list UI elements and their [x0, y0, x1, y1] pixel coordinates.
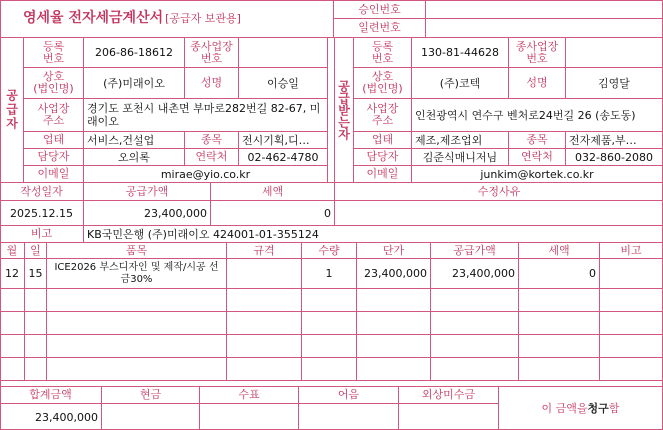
supplier-phone-label: 연락처: [195, 150, 228, 163]
item-price: 23,400,000: [364, 267, 427, 280]
supplier-ceo-value: 이승일: [267, 76, 299, 90]
title-sub: [공급자 보관용]: [165, 11, 241, 25]
credit-value: [399, 404, 498, 430]
supplier-ceo-label: 성명: [200, 76, 223, 89]
supplier-reg-label: 등록 번호: [42, 39, 65, 65]
item-day: 15: [28, 267, 43, 280]
reason-value: [335, 201, 662, 225]
receiver-biz-value: 제조,제조업외: [415, 133, 483, 147]
receiver-name-value: (주)코텍: [439, 76, 481, 90]
bill-label: 어음: [337, 388, 360, 401]
claim-statement: [499, 387, 662, 430]
receiver-biz-label: 업태: [371, 133, 394, 146]
receiver-branch-value: [566, 38, 662, 67]
supplier-manager-label: 담당자: [37, 150, 70, 163]
item-month: 12: [5, 267, 19, 280]
serial-label: 일련번호: [358, 20, 401, 34]
receiver-name-label: 상호 (법인명): [362, 70, 403, 95]
receiver-ceo-value: 김영달: [598, 76, 630, 90]
claim-suffix: 함: [608, 402, 620, 415]
item-supply: 23,400,000: [452, 267, 515, 280]
note-label: 비고: [30, 227, 53, 240]
receiver-reg-value: 130-81-44628: [421, 46, 499, 59]
invoice-title: [20, 5, 340, 31]
supplier-addr-label: 사업장 주소: [37, 102, 70, 127]
receiver-item-value: 전자제품,부…: [569, 133, 637, 147]
date-label: 작성일자: [20, 184, 63, 198]
receiver-item-label: 종목: [526, 133, 548, 146]
supplier-manager-value: 오의록: [118, 150, 150, 164]
tax-value: 0: [324, 206, 331, 220]
supplier-branch-label: 종사업장 번호: [190, 39, 233, 65]
receiver-branch-label: 종사업장 번호: [515, 39, 559, 65]
total-value: 23,400,000: [35, 410, 98, 424]
approval-label: 승인번호: [358, 2, 401, 16]
receiver-addr-value: 인천광역시 연수구 벤처로24번길 26 (송도동): [415, 108, 636, 122]
supplier-phone-value: 02-462-4780: [247, 150, 319, 164]
receiver-phone-label: 연락처: [521, 150, 553, 163]
supplier-branch-value: [239, 38, 327, 67]
approval-value: [426, 1, 662, 18]
col-tax: 세액: [548, 243, 570, 257]
col-price: 단가: [382, 243, 405, 257]
check-label: 수표: [238, 388, 260, 401]
supplier-reg-value: 206-86-18612: [95, 46, 173, 59]
col-spec: 규격: [253, 243, 275, 257]
receiver-email-value: junkim@kortek.co.kr: [480, 167, 594, 181]
item-name: ICE2026 부스디자인 및 제작/시공 선금30%: [54, 261, 219, 285]
col-note: 비고: [620, 243, 642, 257]
note-value: KB국민은행 (주)미래이오 424001-01-355124: [87, 227, 319, 241]
supplier-item-value: 전시기획,디…: [242, 133, 310, 147]
item-spec: [227, 259, 301, 288]
col-month: 월: [6, 243, 18, 257]
receiver-phone-value: 032-860-2080: [575, 150, 653, 164]
item-note: [600, 259, 662, 288]
supplier-addr-value: 경기도 포천시 내촌면 부마로282번길 82-67, 미래이오: [87, 102, 321, 128]
receiver-side-label: 공급받는자: [336, 80, 351, 140]
claim-word: 청구: [587, 402, 609, 415]
supply-value: 23,400,000: [144, 206, 207, 220]
col-supply: 공급가액: [453, 243, 496, 257]
reason-label: 수정사유: [477, 184, 521, 198]
tax-label: 세액: [261, 184, 284, 198]
date-value: 2025.12.15: [10, 206, 73, 220]
bill-value: [299, 404, 398, 430]
col-qty: 수량: [318, 243, 340, 257]
supplier-side-label: 공급자: [4, 89, 19, 131]
title-main: 영세율 전자세금계산서: [23, 9, 164, 26]
credit-label: 외상미수금: [421, 388, 476, 401]
claim-prefix: 이 금액을: [541, 402, 588, 415]
cash-label: 현금: [139, 388, 162, 401]
supply-label: 공급가액: [125, 184, 169, 198]
serial-value: [426, 19, 662, 36]
total-label: 합계금액: [29, 388, 72, 401]
item-tax: 0: [589, 267, 596, 280]
receiver-addr-label: 사업장 주소: [366, 102, 399, 127]
col-item: 품목: [125, 243, 148, 257]
supplier-item-label: 종목: [200, 133, 223, 146]
cash-value: [102, 404, 199, 430]
supplier-name-value: (주)미래이오: [103, 76, 165, 90]
receiver-ceo-label: 성명: [526, 76, 548, 89]
supplier-name-label: 상호 (법인명): [33, 70, 74, 95]
receiver-manager-label: 담당자: [366, 150, 399, 163]
supplier-biz-value: 서비스,건설업: [87, 133, 155, 147]
receiver-manager-value: 김준식매니저님: [422, 150, 498, 164]
col-day: 일: [30, 243, 41, 257]
supplier-email-value: mirae@yio.co.kr: [160, 167, 251, 181]
check-value: [200, 404, 298, 430]
supplier-biz-label: 업태: [42, 133, 65, 146]
supplier-email-label: 이메일: [37, 167, 70, 180]
receiver-reg-label: 등록 번호: [371, 39, 394, 65]
receiver-email-label: 이메일: [366, 167, 399, 180]
item-qty: 1: [325, 267, 333, 280]
